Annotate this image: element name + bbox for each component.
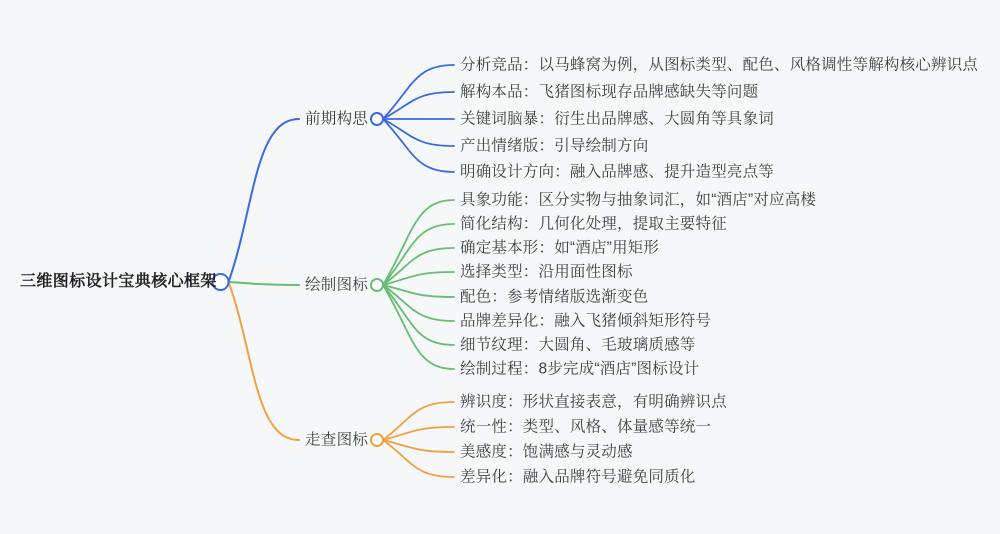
child-node[interactable]: 具象功能：区分实物与抽象词汇，如“酒店”对应高楼	[460, 191, 817, 209]
child-node[interactable]: 选择类型：沿用面性图标	[460, 263, 633, 281]
branch-child-connector	[383, 285, 454, 297]
branch-node[interactable]: 前期构思	[305, 110, 369, 128]
branch-toggle[interactable]	[371, 279, 383, 291]
child-node[interactable]: 分析竞品：以马蜂窝为例，从图标类型、配色、风格调性等解构核心辨识点	[460, 56, 979, 74]
branch-child-connector	[383, 427, 454, 440]
child-node[interactable]: 关键词脑暴：衍生出品牌感、大圆角等具象词	[460, 110, 775, 128]
branch-child-connector	[383, 440, 454, 477]
child-node[interactable]: 明确设计方向：融入品牌感、提升造型亮点等	[460, 163, 775, 181]
root-node[interactable]: 三维图标设计宝典核心框架	[20, 273, 217, 290]
child-node[interactable]: 绘制过程：8步完成“酒店”图标设计	[460, 360, 700, 378]
child-node[interactable]: 产出情绪版：引导绘制方向	[460, 137, 649, 155]
branch-toggle[interactable]	[371, 434, 383, 446]
branch-node[interactable]: 走查图标	[305, 431, 369, 449]
child-node[interactable]: 简化结构：几何化处理，提取主要特征	[460, 215, 727, 233]
branch-toggle[interactable]	[371, 113, 383, 125]
child-node[interactable]: 配色：参考情绪版选渐变色	[460, 288, 649, 306]
child-node[interactable]: 美感度：饱满感与灵动感	[460, 443, 633, 461]
child-node[interactable]: 确定基本形：如“酒店”用矩形	[460, 239, 660, 257]
branch-child-connector	[383, 440, 454, 452]
branch-node[interactable]: 绘制图标	[305, 276, 369, 294]
child-node[interactable]: 辨识度：形状直接表意，有明确辨识点	[460, 393, 727, 411]
branch-child-connector	[383, 272, 454, 285]
child-node[interactable]: 差异化：融入品牌符号避免同质化	[460, 468, 696, 486]
root-branch-connector	[229, 282, 300, 285]
root-branch-connector	[229, 119, 300, 282]
child-node[interactable]: 细节纹理：大圆角、毛玻璃质感等	[460, 336, 696, 354]
child-node[interactable]: 品牌差异化：融入飞猪倾斜矩形符号	[460, 312, 712, 330]
root-branch-connector	[229, 282, 300, 440]
child-node[interactable]: 统一性：类型、风格、体量感等统一	[460, 418, 712, 436]
child-node[interactable]: 解构本品：飞猪图标现存品牌感缺失等问题	[460, 83, 759, 101]
branch-child-connector	[383, 402, 454, 440]
